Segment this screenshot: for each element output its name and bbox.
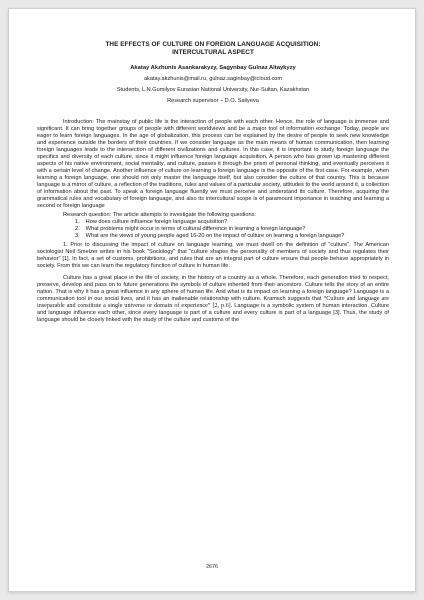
list-item	[37, 233, 389, 240]
introduction-paragraph: Introduction: The mainstay of public life is the interaction of people with each other. Hence, the role of language is immense and significant. It can bring together groups of people with different worldviews and be a major tool of information exchange. Today, people are eager to learn foreign languages. In the age of globalization, this process can be explained by the desire of people to seek new knowledge and experience outside the borders of their countries. If we consider language as the main means of human communication, then learning foreign languages leads to the intersection of different civilizations and cultures. In this case, it is important to study foreign language the specifics and diversity of each culture, since it might influence foreign language acquisition. A person who has grown up mastering different aspects of his native environment, social mentality, and culture, passes it through the prism of personal thinking, and eventually perceives it with a certain level of change. Another influence of culture on learning a foreign language is the opposite of the first case. For example, when learning a foreign language, one should not only master the language itself, but also consider the culture of that country. This is because language is a mirror of culture, a reflection of the traditions, rules and values of a particular society, attitudes to the world around it, a collection of information about the past. To speak a foreign language fluently we must perceive and understand its culture. Therefore, acquiring the grammatical rules and vocabulary of foreign language, and also its intercultural scope is of paramount importance in teaching and learning a second or foreign language	[37, 119, 389, 209]
research-question-list	[37, 219, 389, 240]
culture-paragraph-start: Culture has a great place in the life of society, in the history of a country as a whole. Therefore, each generation tried to respect, preserve, develop and pass on to future generations the symbols of culture inherited from their ancestors. Culture tells the story of an entire nation. That is why it has a great influence in any sphere of human life. And what is its impact on learning a foreign language? Language is a communication tool in our social lives, and it has an inalienable relationship with culture. Kramsch suggests that	[37, 275, 389, 302]
author-names: Akatay Akzhunis Asankarakyzy, Sagynbay Gulnaz Altaykyzy	[130, 65, 296, 71]
list-item	[37, 219, 389, 226]
list-item-text: What are the views of young people aged 16-20 on the impact of culture on learning a foreign language?	[85, 233, 345, 239]
author-emails: akatay.akzhunis@mail.ru, gulnaz.saginbay@icloud.com	[143, 76, 283, 82]
list-item	[37, 226, 389, 233]
research-supervisor: Research supervisor – D.O. Saliyeva	[167, 98, 259, 104]
paper-title-line-1: THE EFFECTS OF CULTURE ON FOREIGN LANGUAGE ACQUISITION:	[105, 41, 321, 48]
culture-language-paragraph	[37, 275, 389, 324]
paper-title-line-2: INTERCULTURAL ASPECT	[172, 49, 254, 56]
list-item-number: 2.	[75, 226, 80, 232]
document-page	[8, 8, 416, 592]
list-item-text: How does culture influence foreign language acquisition?	[85, 219, 228, 225]
list-item-number: 3.	[75, 233, 80, 239]
kramsch-quote: “Culture and language are inseparable and constitute a single universe or domain of experience” [2, p.6].	[37, 296, 389, 309]
culture-definition-paragraph: 1. Prior to discussing the impact of culture on language learning, we must dwell on the definition of "culture". The American sociologist Neil Smelzer writes in his book "Sociology" that "culture shapes the personality of members of society and thus regulates their behavior" [1]. In fact, a set of customs, prohibitions, and rules that are an integral part of culture ensure that people behave appropriately in society. From this we can learn the regulatory function of culture in human life.	[37, 242, 389, 269]
author-affiliation: Students, L.N.Gumilyov Eurasian National University, Nur-Sultan, Kazakhstan	[116, 87, 310, 93]
page-number: 2676	[206, 564, 218, 570]
research-question-intro: Research question: The article attempts to investigate the following questions:	[63, 212, 256, 218]
paper-title	[37, 41, 389, 57]
list-item-number: 1.	[75, 219, 80, 225]
page-content	[37, 41, 389, 324]
header-spacer	[37, 109, 389, 119]
list-item-text: What problems might occur in terms of cultural difference in learning a foreign language?	[85, 226, 306, 232]
culture-paragraph-end: Language is a symbolic system of human interaction. Culture and language influence each other, since every language is part of a culture and every culture is part of a language [3]. Thus, the study of language should be closely linked with the study of the culture and customs of the	[37, 303, 389, 323]
